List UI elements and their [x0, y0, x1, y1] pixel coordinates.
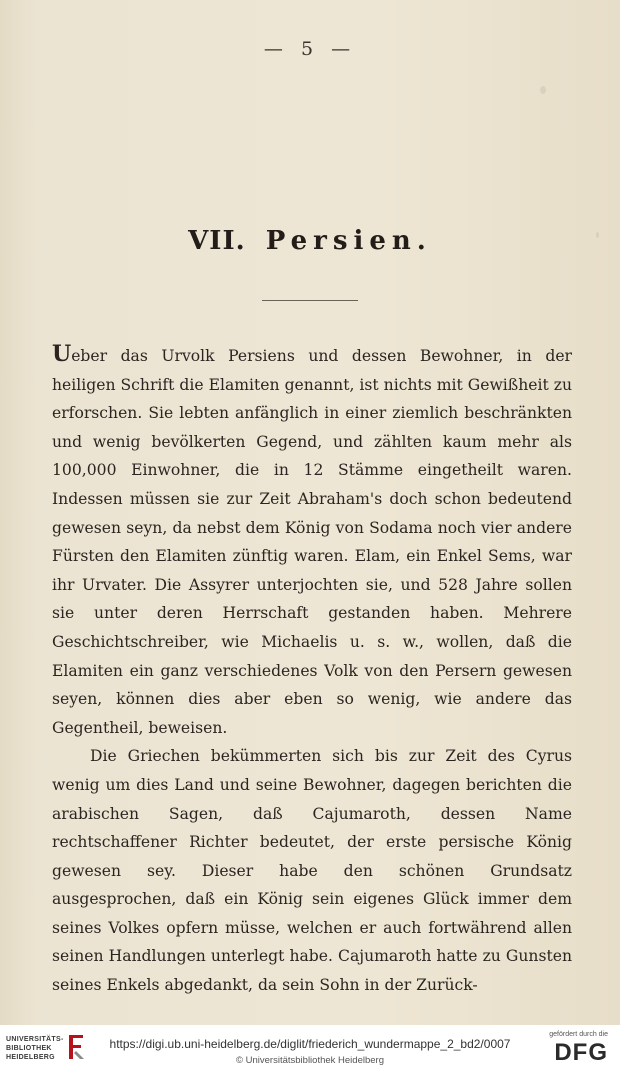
funder-note: gefördert durch die — [549, 1031, 608, 1038]
chapter-title — [0, 226, 620, 256]
copyright-notice: © Universitätsbibliothek Heidelberg — [236, 1055, 384, 1066]
paragraph-1 — [52, 340, 572, 742]
viewer-footer — [0, 1025, 620, 1073]
ink-spot — [540, 86, 546, 94]
permalink-link[interactable]: https://digi.ub.uni-heidelberg.de/diglit/friederich_wundermappe_2_bd2/0007 — [109, 1037, 511, 1051]
body-text — [52, 340, 572, 1000]
title-divider — [262, 300, 358, 301]
library-name-line: BIBLIOTHEK — [6, 1045, 52, 1052]
paragraph-2: Die Griechen bekümmerten sich bis zur Zeit des Cyrus wenig um dies Land und seine Bewohner, dagegen berichten die arabischen Sagen, daß Cajumaroth, dessen Name rechtschaffener Richter bedeutet, der erste persische König gewesen sey. Dieser habe den schönen Grundsatz ausgesprochen, daß ein König sein eigenes Glück immer dem seines Volkes opfern müsse, welchen er auch fortwährend allen seinen Handlungen unterlegt habe. Cajumaroth hatte zu Gunsten seines Enkels abgedankt, da sein Sohn in der Zurück- — [52, 747, 572, 995]
chapter-name: Persien. — [265, 226, 432, 256]
initial-letter: U — [52, 341, 72, 367]
library-name-line: HEIDELBERG — [6, 1054, 55, 1061]
library-name-line: UNIVERSITÄTS- — [6, 1036, 64, 1043]
dfg-logo: DFG — [554, 1039, 608, 1066]
paragraph-1-text: eber das Urvolk Persiens und dessen Bewohner, in der heiligen Schrift die Elamiten genannt, ist nichts mit Gewißheit zu erforschen. Sie lebten anfänglich in einer ziemlich beschränkten und wenig bevölkerten Gegend, und zählten kaum mehr als 100,000 Einwohner, die in 12 Stämme eingetheilt waren. Indessen müssen sie zur Zeit Abraham's doch schon bedeutend gewesen seyn, da nebst dem König von Sodama noch vier andere Fürsten den Elamiten zünftig waren. Elam, ein Enkel Sems, war ihr Urvater. Die Assyrer unterjochten sie, und 528 Jahre sollen sie unter deren Herrschaft gestanden haben. Mehrere Geschichtschreiber, wie Michaelis u. s. w., wollen, daß die Elamiten ein ganz verschiedenes Volk von den Persern gewesen seyen, können dies aber eben so wenig, wie andere das Gegentheil, beweisen. — [52, 347, 572, 737]
chapter-roman-numeral: VII. — [188, 226, 246, 256]
page-number: — 5 — — [263, 38, 357, 60]
